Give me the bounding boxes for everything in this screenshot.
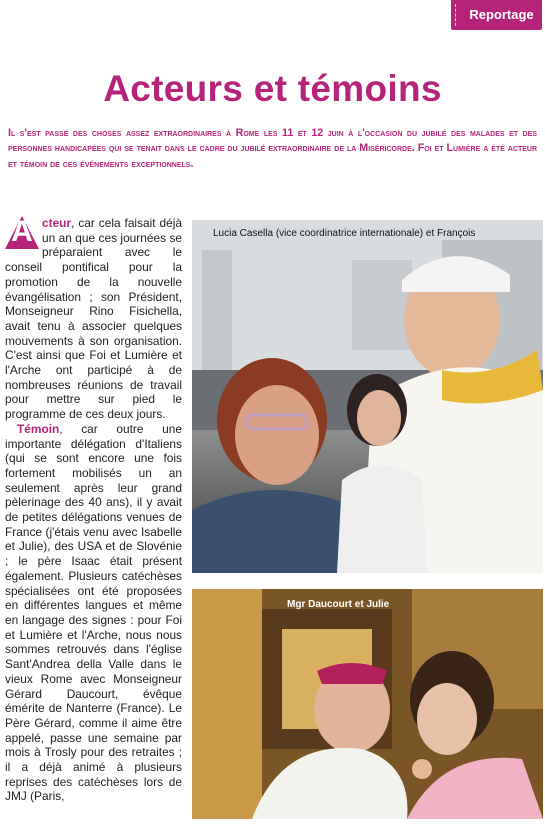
section-tag (451, 0, 542, 30)
paragraph-2-lead: Témoin (17, 421, 60, 436)
dropcap-letter: A (11, 215, 33, 248)
photo-daucourt-julie (192, 589, 543, 819)
photo-1-illustration (192, 220, 543, 573)
tag-dotted-line (455, 4, 460, 26)
article-title: Acteurs et témoins (103, 68, 442, 109)
paragraph-2-text: , car outre une importante délégation d'Italiens (qui se sont encore une fois fortement mobilisés un an seulement après leur grand pèlerinage des 40 ans), il y avait de petites délégations venues de France (j'étais venu avec Isabelle et Julie), des USA et de Slovénie ; le père Isaac était présent également. Plusieurs catéchèses spécialisées ont été proposées en différentes langues et même en langage des signes : pour Foi et Lumière et l'Arche, nous nous sommes retrouvés dans l'église Sant'Andrea della Valle dans le vieux Rome avec Monseigneur Gérard Daucourt, évêque émérite de Nanterre (France). Le Père Gérard, comme il aime être appelé, passe une semaine par mois à Trosly pour des retraites ; il a déjà animé à plusieurs reprises des catéchèses lors de JMJ (Paris, (5, 421, 182, 804)
paragraph-2 (5, 422, 182, 804)
photo-2-illustration (192, 589, 543, 819)
paragraph-1-lead: cteur (42, 216, 72, 230)
paragraph-1-text: , car cela faisait déjà un an que ces journées se préparaient avec le conseil pontifical pour la promotion de la nouvelle évangélisation ; son Président, Monseigneur Rino Fisichella, avait tenu à associer quelques mouvements à son organisation. C'est ainsi que Foi et Lumière et l'Arche ont participé à de nombreuses réunions de travail pour mettre sur pied le programme de ces deux jours. (5, 216, 182, 422)
dropcap (5, 216, 39, 249)
photo-1-caption: Lucia Casella (vice coordinatrice internationale) et François (213, 228, 476, 239)
section-tag-label: Reportage (469, 7, 534, 22)
paragraph-1 (5, 216, 182, 422)
article-body (5, 216, 182, 804)
photo-2-caption: Mgr Daucourt et Julie (287, 599, 390, 610)
photo-lucia-francois (192, 220, 543, 573)
article-intro: Il s'est passé des choses assez extraordinaires à Rome les 11 et 12 juin à l'occasion du jubilé des malades et des personnes handicapées qui se tenait dans le cadre du jubilé extraordinaire de la Miséricorde. Foi et Lumière a été acteur et témoin de ces événements exceptionnels. (8, 127, 537, 170)
